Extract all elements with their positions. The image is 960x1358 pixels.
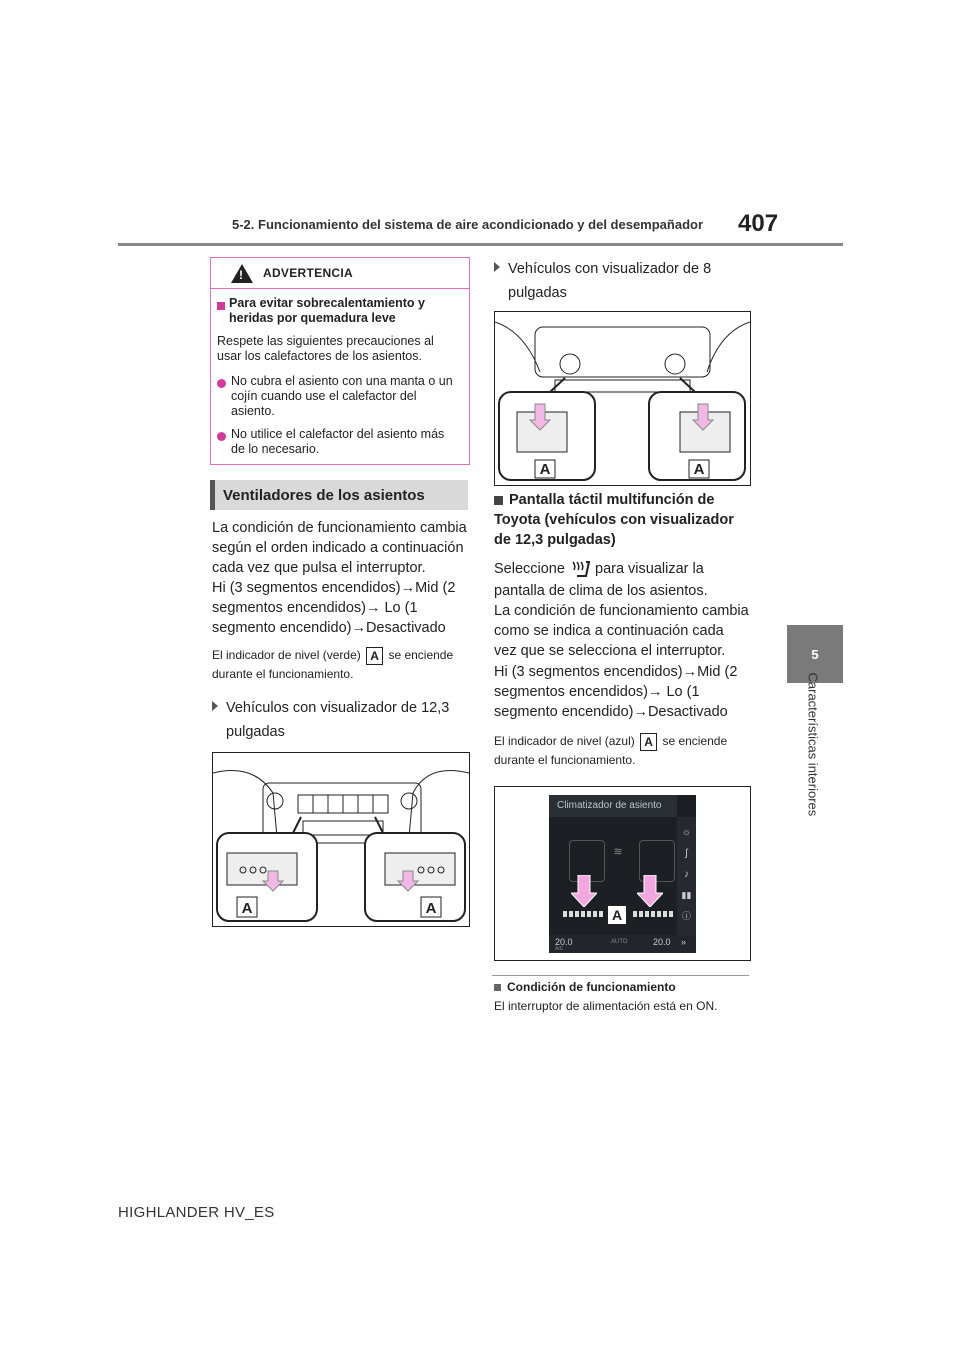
left-paragraph-1: La condición de funcionamiento cambia según el orden indicado a continuación cada vez que pulsa el interruptor. xyxy=(212,520,467,576)
right-paragraph-2: Hi (3 segmentos encendidos)→Mid (2 segmentos encendidos)→ Lo (1 segmento encendido)→Desactivado xyxy=(494,664,738,720)
warning-label: ADVERTENCIA xyxy=(263,266,353,280)
subsection-title: Pantalla táctil multifunción de Toyota (vehículos con visualizador de 12,3 pulgadas) xyxy=(494,492,734,548)
temp-right[interactable]: 20.0 xyxy=(653,937,671,947)
level-indicator xyxy=(563,911,603,917)
auto-label[interactable]: AUTO xyxy=(611,939,628,945)
triangle-bullet-icon xyxy=(212,701,218,711)
right-paragraph-1: La condición de funcionamiento cambia como se indica a continuación cada vez que se selecciona el interruptor. xyxy=(494,603,749,659)
climate-screen xyxy=(549,795,696,953)
figure-marker-a: A xyxy=(693,461,705,478)
arrow-icon xyxy=(637,875,663,907)
warning-header xyxy=(211,258,469,289)
marker-a: A xyxy=(640,733,657,751)
footer-model: HIGHLANDER HV_ES xyxy=(118,1204,275,1221)
section-title: Ventiladores de los asientos xyxy=(210,480,468,510)
chapter-label: Características interiores xyxy=(805,672,821,817)
header-divider xyxy=(118,243,843,246)
left-paragraph-2: Hi (3 segmentos encendidos)→Mid (2 segmentos encendidos)→ Lo (1 segmento encendido)→Desactivado xyxy=(212,580,456,636)
dot-bullet-icon xyxy=(217,432,226,441)
screen-marker-a: A xyxy=(607,905,627,925)
chapter-number: 5 xyxy=(811,646,819,662)
touchscreen-figure xyxy=(494,786,751,961)
arrow-icon xyxy=(571,875,597,907)
dot-bullet-icon xyxy=(217,379,226,388)
screen-footer xyxy=(549,935,696,953)
fan-icon: ≋ xyxy=(613,846,623,858)
info-icon[interactable]: ⓘ xyxy=(681,911,691,921)
square-bullet-icon xyxy=(494,496,503,505)
warning-subtitle: Para evitar sobrecalentamiento y heridas por quemadura leve xyxy=(229,296,425,325)
warning-item: No cubra el asiento con una manta o un cojín cuando use el calefactor del asiento. xyxy=(231,374,453,418)
marker-a: A xyxy=(366,647,383,665)
left-note: El indicador de nivel (verde) A se enciende durante el funcionamiento. xyxy=(212,648,454,681)
screen-title: Climatizador de asiento xyxy=(549,795,677,817)
screen-side-menu xyxy=(677,817,696,935)
dashboard-figure-12-3 xyxy=(212,752,470,927)
temp-left[interactable]: 20.0 xyxy=(555,937,573,947)
triangle-bullet-icon xyxy=(494,262,500,272)
warning-intro: Respete las siguientes precauciones al usar los calefactores de los asientos. xyxy=(217,334,434,363)
music-icon[interactable]: ♪ xyxy=(684,869,689,880)
divider xyxy=(492,975,749,976)
right-note: El indicador de nivel (azul) A se enciende durante el funcionamiento. xyxy=(494,734,728,767)
more-icon[interactable]: » xyxy=(681,937,687,947)
right-bullet: Vehículos con visualizador de 8 pulgadas xyxy=(494,257,750,305)
square-bullet-icon xyxy=(217,302,225,310)
left-bullet: Vehículos con visualizador de 12,3 pulgadas xyxy=(212,696,470,744)
square-bullet-icon xyxy=(494,984,501,991)
warning-icon xyxy=(231,264,253,283)
warning-box xyxy=(210,257,470,465)
ac-label[interactable]: A/C xyxy=(555,946,564,952)
header-section-title: 5-2. Funcionamiento del sistema de aire acondicionado y del desempañador xyxy=(232,217,704,232)
dashboard-figure-8 xyxy=(494,311,751,486)
level-indicator xyxy=(633,911,673,917)
seat-fan-icon[interactable]: ʃ xyxy=(685,848,688,859)
seat-fan-icon xyxy=(569,560,591,578)
select-instruction: Seleccione para visualizar la pantalla de clima de los asientos. xyxy=(494,561,708,599)
figure-marker-a: A xyxy=(425,900,437,917)
warning-item: No utilice el calefactor del asiento más de lo necesario. xyxy=(231,427,445,456)
seat-icon[interactable]: ☼ xyxy=(681,827,692,838)
page-number: 407 xyxy=(738,210,779,237)
condition-title: Condición de funcionamiento xyxy=(494,980,676,994)
condition-text: El interruptor de alimentación está en ON. xyxy=(494,999,718,1013)
equalizer-icon[interactable]: ▮▮ xyxy=(681,890,692,900)
figure-marker-a: A xyxy=(539,461,551,478)
figure-marker-a: A xyxy=(241,900,253,917)
